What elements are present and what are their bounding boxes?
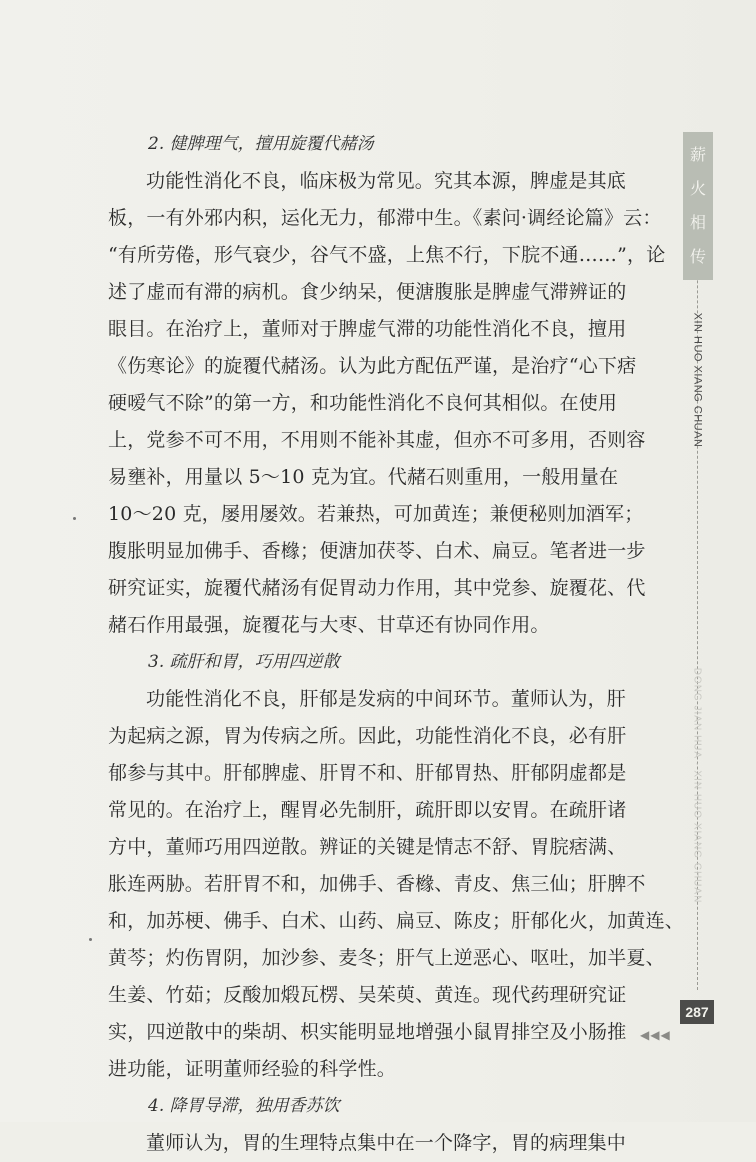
side-pinyin-text: XIN HUO XIANG CHUAN [691,312,704,448]
text-line: 硬嗳气不除”的第一方，和功能性消化不良何其相似。在使用 [108,392,618,414]
section-4-body [108,1125,674,1162]
side-tab [683,132,713,280]
text-line: 赭石作用最强，旋覆花与大枣、甘草还有协同作用。 [108,614,550,636]
text-line: 郁参与其中。肝郁脾虚、肝胃不和、肝郁胃热、肝郁阴虚都是 [108,762,627,784]
text-line: 和，加苏梗、佛手、白术、山药、扁豆、陈皮；肝郁化火，加黄连、 [108,910,685,932]
side-tab-char: 火 [689,179,706,198]
text-line: 上，党参不可不用，不用则不能补其虚，但亦不可多用，否则容 [108,429,646,451]
section-heading-4: 4. 降胃导滞，独用香苏饮 [148,1096,340,1116]
side-tab-char: 薪 [689,145,706,164]
text-line: 眼目。在治疗上，董师对于脾虚气滞的功能性消化不良，擅用 [108,318,627,340]
text-line: 《伤寒论》的旋覆代赭汤。认为此方配伍严谨，是治疗“心下痞 [108,355,637,377]
text-line: 功能性消化不良，临床极为常见。究其本源，脾虚是其底 [146,170,627,192]
text-line: 功能性消化不良，肝郁是发病的中间环节。董师认为，肝 [146,688,627,710]
side-tab-char: 传 [689,247,706,266]
body-text [108,126,685,1162]
text-line: “有所劳倦，形气衰少，谷气不盛，上焦不行，下脘不通……”，论 [108,244,666,266]
text-line: 腹胀明显加佛手、香橼；便溏加茯苓、白术、扁豆。笔者进一步 [108,540,646,562]
text-line: 述了虚而有滞的病机。食少纳呆，便溏腹胀是脾虚气滞辨证的 [108,281,627,303]
text-line: 方中，董师巧用四逆散。辨证的关键是情志不舒、胃脘痞满、 [108,836,627,858]
scan-speck [73,517,76,520]
text-line: 10～20 克，屡用屡效。若兼热，可加黄连；兼便秘则加酒军； [108,503,644,525]
text-line: 进功能，证明董师经验的科学性。 [108,1058,397,1080]
text-line: 董师认为，胃的生理特点集中在一个降字，胃的病理集中 [146,1132,627,1154]
text-line: 为起病之源，胃为传病之所。因此，功能性消化不良，必有肝 [108,725,627,747]
side-pinyin-label [682,300,712,460]
text-line: 板，一有外邪内积，运化无力，郁滞中生。《素问·调经论篇》云： [108,207,662,229]
text-line: 黄芩；灼伤胃阴，加沙参、麦冬；肝气上逆恶心、呕吐，加半夏、 [108,947,665,969]
text-line: 生姜、竹茹；反酸加煅瓦楞、吴茱萸、黄连。现代药理研究证 [108,984,627,1006]
section-heading-3: 3. 疏肝和胃，巧用四逆散 [148,652,340,672]
text-line: 易壅补，用量以 5～10 克为宜。代赭石则重用，一般用量在 [108,466,619,488]
section-heading-2: 2. 健脾理气，擅用旋覆代赭汤 [148,134,374,154]
section-2-body [108,163,674,644]
text-line: 实，四逆散中的柴胡、枳实能明显地增强小鼠胃排空及小肠推 [108,1021,627,1043]
nav-arrows-icon: ◀◀◀ [640,1028,671,1042]
text-line: 研究证实，旋覆代赭汤有促胃动力作用，其中党参、旋覆花、代 [108,577,646,599]
side-faint-text: DONG JIAN HUA · XIN HUO XIANG CHUAN [691,667,703,903]
text-line: 常见的。在治疗上，醒胃必先制肝，疏肝即以安胃。在疏肝诸 [108,799,627,821]
scan-speck [89,938,92,941]
section-3-body [108,681,685,1088]
side-tab-char: 相 [689,213,706,232]
text-line: 胀连两胁。若肝胃不和，加佛手、香橼、青皮、焦三仙；肝脾不 [108,873,646,895]
side-faint-label [682,620,712,950]
page-number: 287 [680,1000,714,1024]
